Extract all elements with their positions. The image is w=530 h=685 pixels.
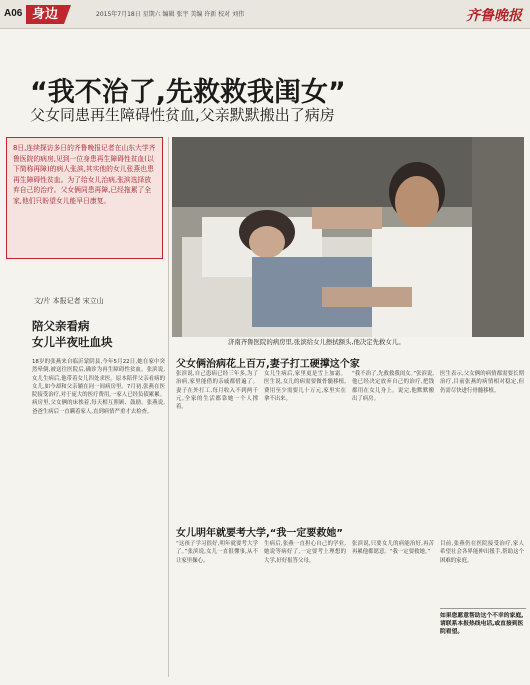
small-headline: 陪父亲看病 女儿半夜吐血块 <box>32 319 113 349</box>
section-tag <box>26 5 64 24</box>
section1-column-3: “我不治了,先救救我闺女。”张滨说,他已经决定放弃自己的治疗,把钱都用在女儿身上。说完,他默默搬出了病房。 <box>352 371 434 402</box>
photo-caption: 济南齐鲁医院的病房里,张滨给女儿擦拭额头,他决定先救女儿。 <box>228 338 405 346</box>
article-photo <box>172 137 524 337</box>
section2-title: 女儿明年就要考大学,“我一定要救她” <box>176 528 343 539</box>
byline: 文/片 本报记者 宋立山 <box>34 297 104 305</box>
masthead-logo: 齐鲁晚报 <box>466 8 522 24</box>
left-column-text: 18岁的张燕来自临沂蒙阴县,今年5月22日,她在家中突然晕倒,被送往医院后,确诊为再生障碍性贫血。张滨说,女儿生病后,他带着女儿四处求医。原本陪伴父亲看病的女儿,如今却和父亲躺在同一间病房里。7月初,张燕在医院接受治疗,对于庞大的医疗费用,一家人已经负债累累。病房里,父女俩的床挨着,每天相互照顾、鼓励。张燕说,爸爸生病后一直瞒着家人,直到病情严重才去检查。 <box>32 359 165 415</box>
section1-column-4: 医生表示,父女俩的病情都需要长期治疗,目前张燕的病情相对稳定,但仍需尽快进行骨髓移植。 <box>440 371 524 394</box>
summary-text: 8日,连续探访多日的齐鲁晚报记者在山东大学齐鲁医院的病房,见到一位身患再生障碍性贫血(以下简称再障)的病人张滨,其实他的女儿张燕也患再生障碍性贫血。为了给女儿治病,张滨选择放弃自己的治疗。父女俩同患再障,已经拖累了全家,他们只盼望女儿能早日康复。 <box>13 144 156 205</box>
page-header <box>0 0 530 29</box>
section-tag-arrow <box>64 5 71 24</box>
donation-notice: 如果您愿意帮助这个不幸的家庭,请联系本报热线电话,或直接到医院看望。 <box>440 608 526 674</box>
page-number: A06 <box>4 8 23 19</box>
section-tag-label: 身边 <box>32 7 59 22</box>
section1-column-1: 张滨说,自己患病已经三年多,为了治病,家里能借的亲戚都借遍了。妻子在外打工,每月收入不到两千元,全家的生活都靠她一个人撑着。 <box>176 371 258 411</box>
section1-column-2: 女儿生病后,家里更是雪上加霜。医生说,女儿的病需要做骨髓移植,费用至少需要几十万元,家里实在拿不出来。 <box>264 371 346 402</box>
section1-title: 父女俩治病花上百万,妻子打工硬撑这个家 <box>176 359 360 370</box>
section2-column-1: “这孩子学习很好,明年就要考大学了。”张滨说,女儿一直很懂事,从不让家里操心。 <box>176 541 258 564</box>
section2-column-2: 生病后,张燕一直担心自己的学业,她说等病好了,一定要考上理想的大学,好好报答父母。 <box>264 541 346 564</box>
column-divider <box>168 137 169 677</box>
header-meta: 2015年7月18日 星期六 编辑 张宇 美编 许新 校对 刘伟 <box>96 11 245 18</box>
hospital-scene-photo <box>172 137 524 337</box>
subhead: 父女同患再生障碍性贫血,父亲默默搬出了病房 <box>30 106 335 124</box>
headline: “我不治了,先救救我闺女” <box>30 77 346 108</box>
section2-column-3: 张滨说,只要女儿的病能治好,再苦再累他都愿意。“我一定要救她。” <box>352 541 434 556</box>
section2-column-4: 目前,张燕仍在医院接受治疗,家人希望社会各界能伸出援手,帮助这个困难的家庭。 <box>440 541 524 564</box>
summary-box <box>6 137 163 259</box>
